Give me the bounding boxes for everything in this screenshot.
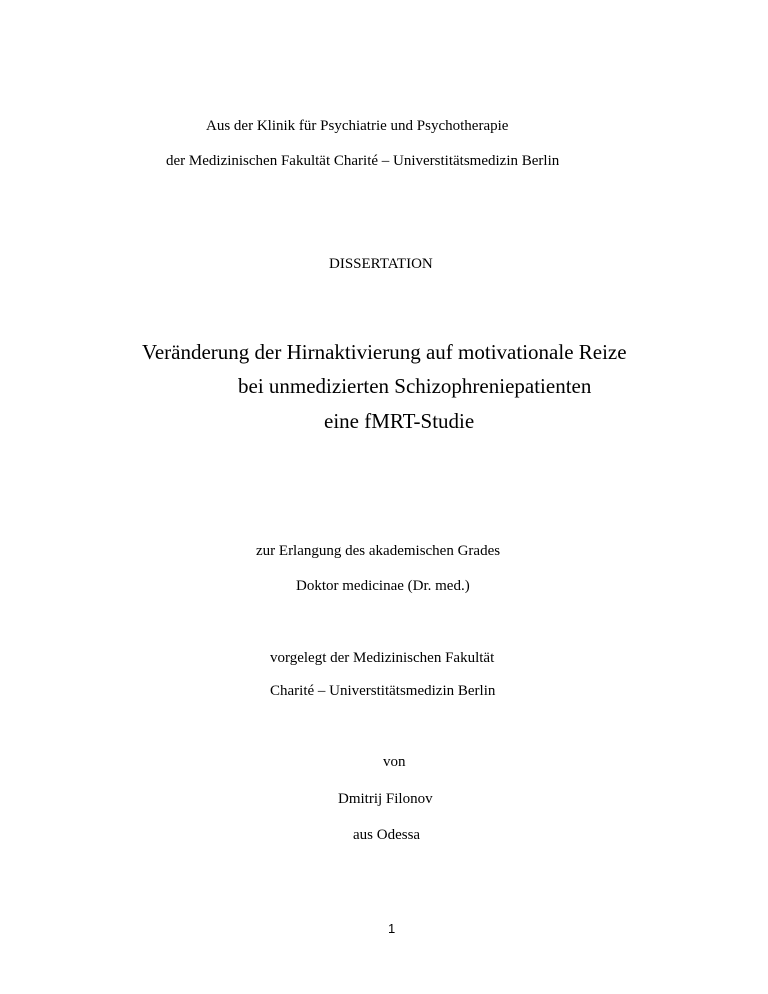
degree-name: Doktor medicinae (Dr. med.): [296, 578, 470, 594]
author-name: Dmitrij Filonov: [338, 791, 433, 807]
clinic-line: Aus der Klinik für Psychiatrie und Psychotherapie: [206, 118, 509, 134]
page-number: 1: [388, 921, 396, 936]
submission-line-1: vorgelegt der Medizinischen Fakultät: [270, 650, 495, 666]
title-line-1: Veränderung der Hirnaktivierung auf motivationale Reize: [142, 340, 627, 364]
title-line-3: eine fMRT-Studie: [324, 409, 475, 433]
document-type: DISSERTATION: [329, 256, 433, 272]
degree-purpose: zur Erlangung des akademischen Grades: [256, 543, 501, 559]
author-by: von: [383, 754, 406, 770]
submission-line-2: Charité – Universtitätsmedizin Berlin: [270, 683, 496, 699]
title-line-2: bei unmedizierten Schizophreniepatienten: [238, 374, 592, 398]
faculty-line: der Medizinischen Fakultät Charité – Universtitätsmedizin Berlin: [166, 153, 560, 169]
author-origin: aus Odessa: [353, 827, 421, 843]
